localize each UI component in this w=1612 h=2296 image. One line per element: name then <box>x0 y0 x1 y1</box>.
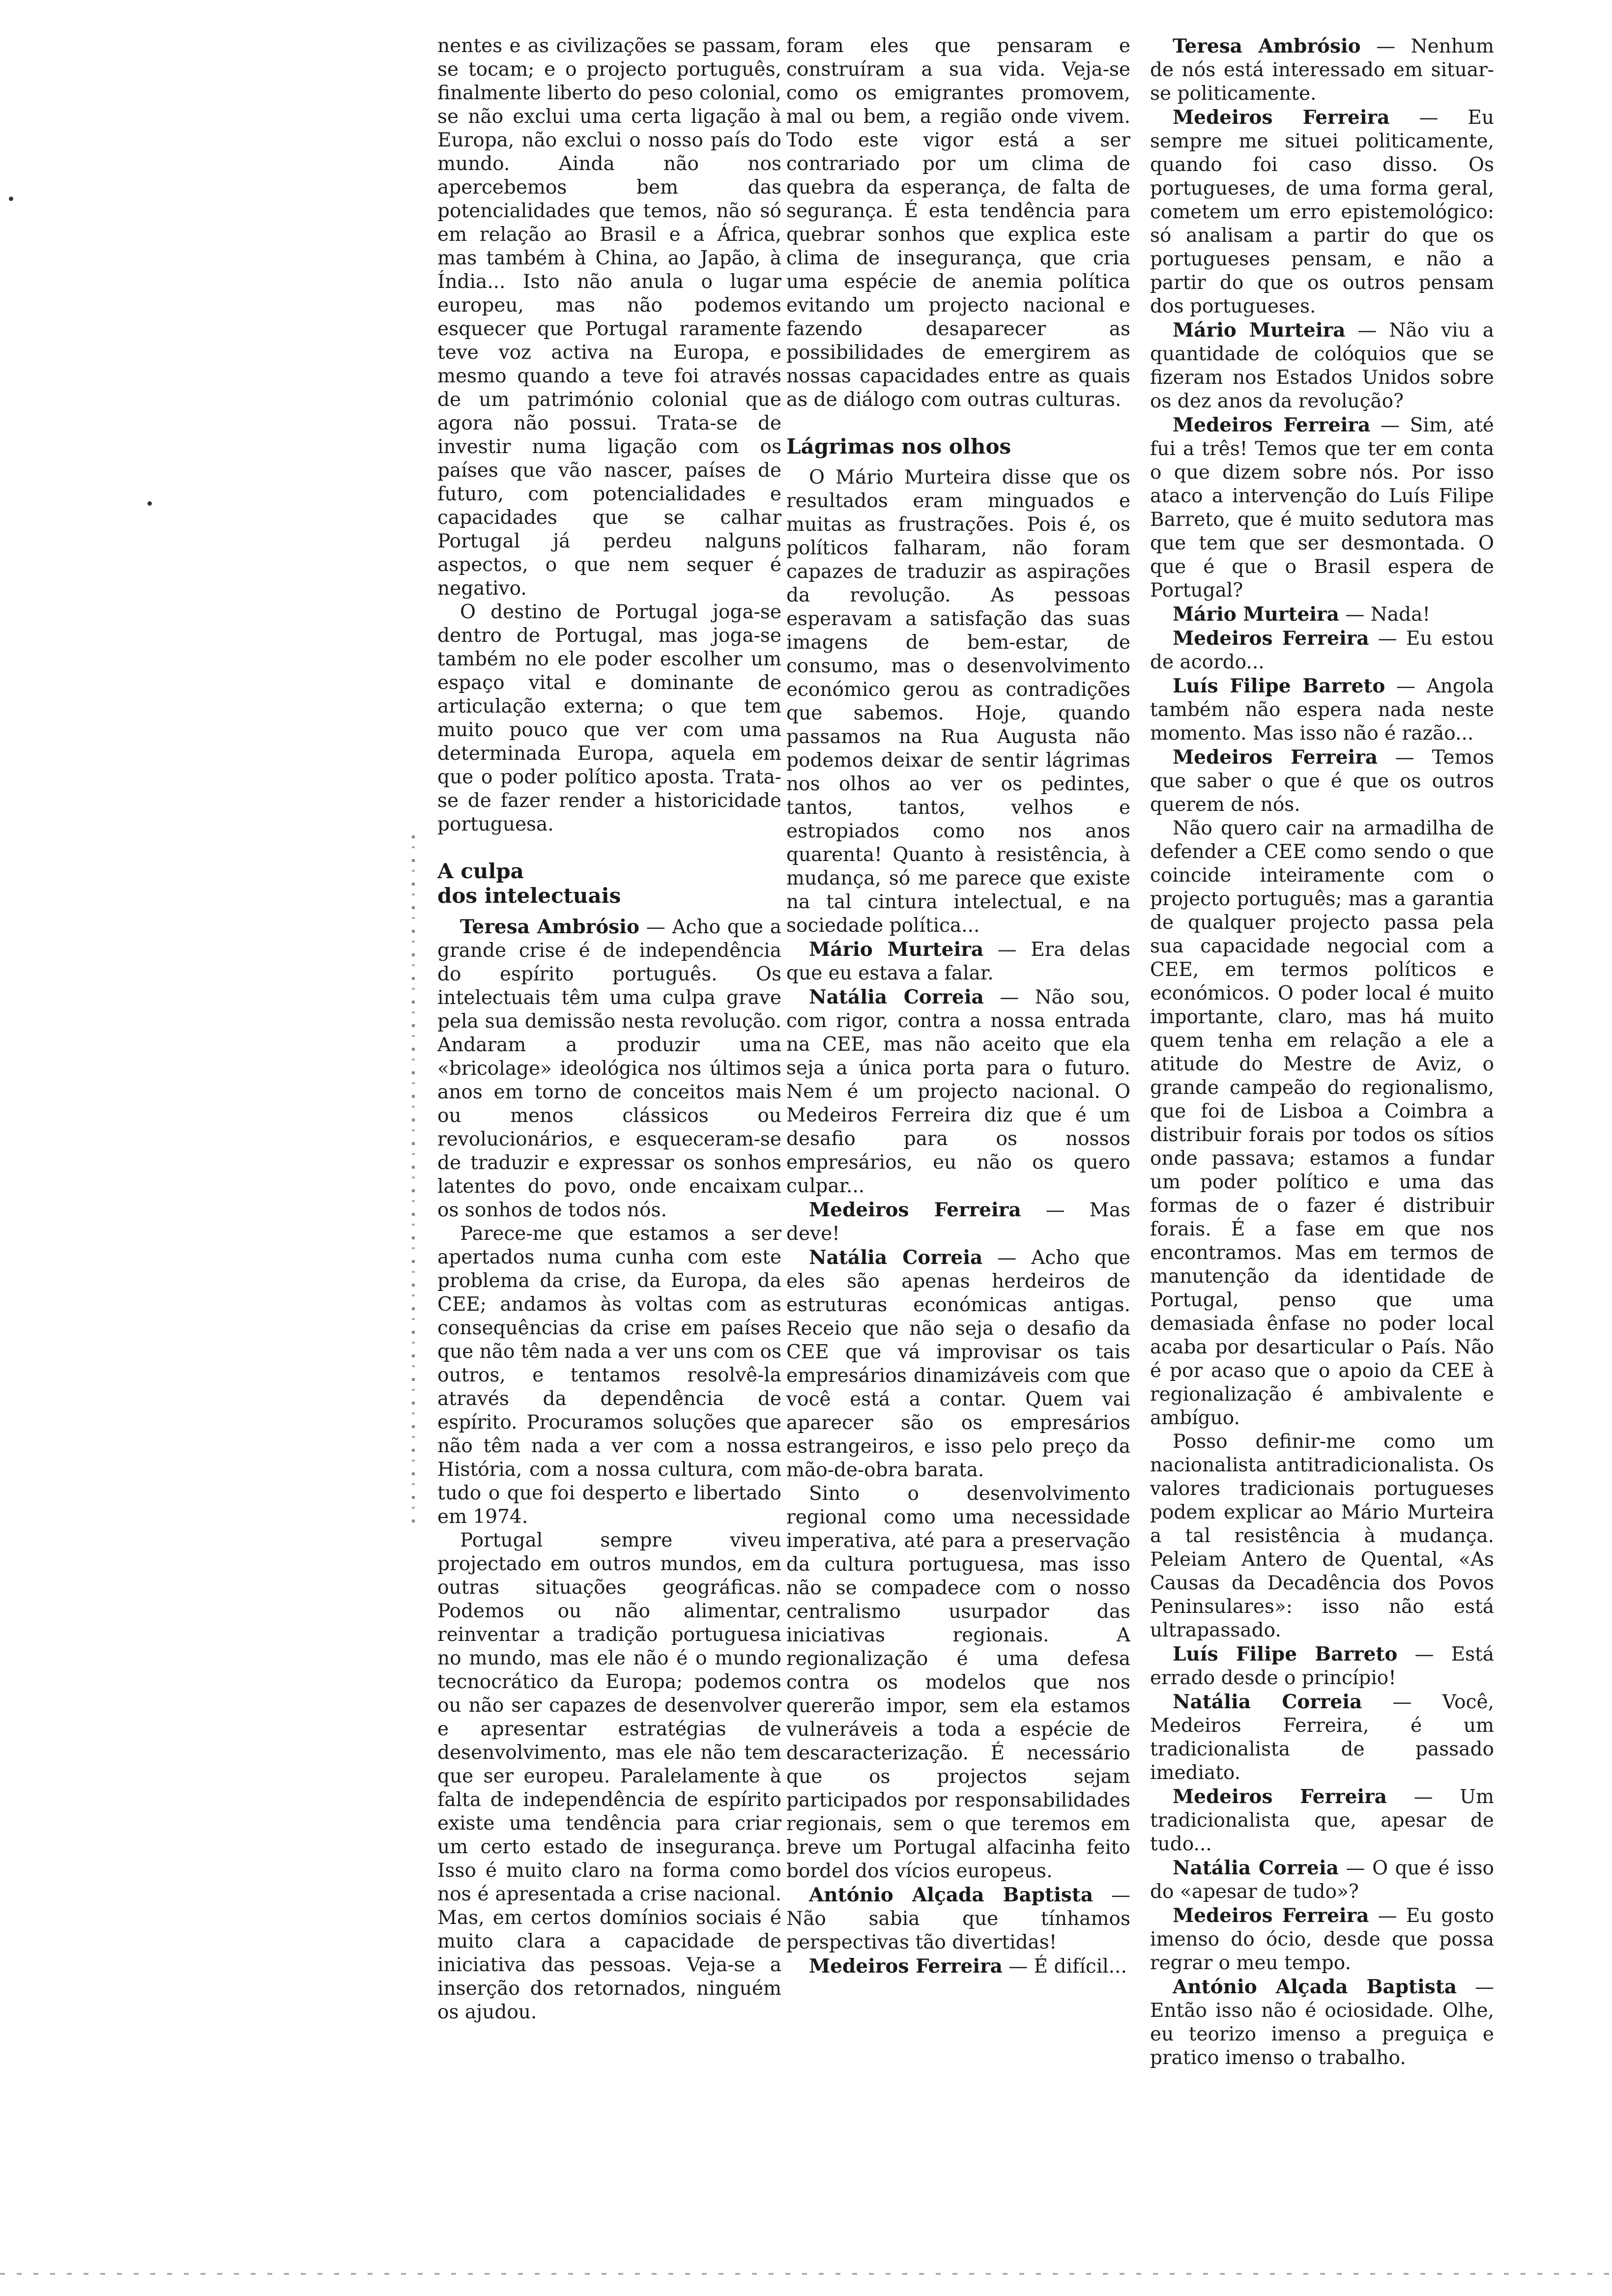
speaker-text: — Não sabia que tínhamos perspectivas tão divertidas! <box>786 1884 1130 1953</box>
paragraph: Posso definir-me como um nacionalista antitradicionalista. Os valores tradicionais portugueses podem explicar ao Mário Murteira a tal resistência à mudança. Peleiam Antero de Quental, «As Causas da Decadência dos Povos Peninsulares»: isso não está ultrapassado. <box>1150 1431 1494 1641</box>
speaker-name: Natália Correia <box>1173 1691 1362 1713</box>
scan-speck <box>147 501 152 506</box>
speaker-text: — Você, Medeiros Ferreira, é um tradicionalista de passado imediato. <box>1150 1691 1494 1784</box>
speaker-paragraph <box>1150 106 1494 318</box>
speaker-paragraph <box>1150 1785 1494 1856</box>
speaker-text: — Acho que a grande crise é de independência do espírito português. Os intelectuais têm uma culpa grave pela sua demissão nesta revolução. Andaram a produzir uma «bricolage» ideológica nos últimos anos em torno de conceitos mais ou menos clássicos ou revolucionários, e esqueceram-se de traduzir e expressar os sonhos latentes do povo, onde encaixam os sonhos de todos nós. <box>437 916 781 1221</box>
speaker-name: Teresa Ambrósio <box>460 916 640 938</box>
paragraph: Portugal sempre viveu projectado em outros mundos, em outras situações geográficas. Podemos ou não alimentar, reinventar a tradição portuguesa no mundo, mas ele não é o mundo tecnocrático da Europa; podemos ou não ser capazes de desenvolver e apresentar estratégias de desenvolvimento, mas ele não tem que ser europeu. Paralelamente à falta de independência de espírito existe uma tendência para criar um certo estado de insegurança. Isso é muito claro na forma como nos é apresentada a crise nacional. Mas, em certos domínios sociais é muito clara a capacidade de iniciativa das pessoas. Veja-se a inserção dos retornados, ninguém os ajudou. <box>437 1529 781 2023</box>
speaker-name: António Alçada Baptista <box>1173 1976 1457 1998</box>
speaker-text: — Nada! <box>1339 603 1430 626</box>
speaker-text: — Angola também não espera nada neste momento. Mas isso não é razão... <box>1150 675 1494 745</box>
speaker-paragraph <box>1150 1856 1494 1904</box>
section-heading-line: dos intelectuais <box>437 884 621 908</box>
speaker-text: — Mas deve! <box>786 1199 1130 1245</box>
article-column-1 <box>437 34 781 2256</box>
speaker-name: António Alçada Baptista <box>809 1884 1094 1906</box>
speaker-paragraph <box>786 1198 1130 1246</box>
section-heading-line: A culpa <box>437 859 524 883</box>
speaker-name: Medeiros Ferreira <box>1173 627 1369 650</box>
speaker-paragraph <box>1150 1904 1494 1975</box>
speaker-paragraph <box>1150 413 1494 603</box>
speaker-text: — Temos que saber o que é que os outros querem de nós. <box>1150 746 1494 816</box>
speaker-text: — É difícil... <box>1002 1955 1127 1978</box>
scan-bottom-artifact <box>0 2273 1612 2275</box>
speaker-paragraph <box>786 985 1130 1198</box>
speaker-name: Natália Correia <box>809 986 984 1008</box>
paragraph: Não quero cair na armadilha de defender a CEE como sendo o que coincide inteiramente com o projecto português; mas a garantia de qualquer projecto passa pela sua capacidade negocial com a CEE, em termos políticos e económicos. O poder local é muito importante, claro, mas há muito quem tenha em relação a ele a atitude do Mestre de Aviz, o grande campeão do regionalismo, que foi de Lisboa a Coimbra a distribuir forais por todos os sítios onde passava; estamos a fundar um poder político e uma das formas de o fazer é distribuir forais. É a fase em que nos encontramos. Mas em termos de manutenção da identidade de Portugal, penso que uma demasiada ênfase no poder local acaba por desarticular o País. Não é por acaso que o apoio da CEE à regionalização é ambivalente e ambíguo. <box>1150 817 1494 1429</box>
speaker-paragraph <box>1150 1690 1494 1785</box>
scan-edge-artifact <box>412 835 415 1523</box>
article-column-2 <box>786 34 1130 2246</box>
speaker-name: Luís Filipe Barreto <box>1173 675 1385 697</box>
paragraph: foram eles que pensaram e construíram a sua vida. Veja-se como os emigrantes promovem, mal ou bem, a região onde vivem. Todo este vigor está a ser contrariado por um clima de quebra da esperança, de falta de segurança. É esta tendência para quebrar sonhos que explica este clima de insegurança, que cria uma espécie de anemia política evitando um projecto nacional e fazendo desaparecer as possibilidades de emergirem as nossas capacidades entre as quais as de diálogo com outras culturas. <box>786 35 1130 411</box>
speaker-paragraph <box>786 1883 1130 1954</box>
article-column-3 <box>1150 34 1494 2256</box>
speaker-text: — Acho que eles são apenas herdeiros de estruturas económicas antigas. Receio que não seja o desafio da CEE que vá improvisar os tais empresários dinamizáveis com que você está a contar. Quem vai aparecer são os empresários estrangeiros, e isso pelo preço da mão-de-obra barata. <box>786 1247 1130 1481</box>
speaker-name: Natália Correia <box>809 1246 983 1269</box>
paragraph: Parece-me que estamos a ser apertados numa cunha com este problema da crise, da Europa, da CEE; andamos às voltas com as consequências da crise em países que não têm nada a ver uns com os outros, e tentamos resolvê-la através da dependência de espírito. Procuramos soluções que não têm nada a ver com a nossa História, com a nossa cultura, com tudo o que foi desperto e libertado em 1974. <box>437 1223 781 1528</box>
speaker-paragraph <box>1150 603 1494 627</box>
speaker-text: — Nenhum de nós está interessado em situar-se politicamente. <box>1150 35 1494 105</box>
speaker-paragraph <box>1150 627 1494 674</box>
section-heading <box>437 859 781 908</box>
speaker-paragraph <box>786 1954 1130 1979</box>
speaker-name: Medeiros Ferreira <box>1173 1785 1387 1808</box>
speaker-paragraph <box>437 915 781 1222</box>
paragraph: O destino de Portugal joga-se dentro de Portugal, mas joga-se também no ele poder escolher um espaço vital e dominante de articulação externa; o que tem muito pouco que ver com uma determinada Europa, aquela em que o poder político aposta. Trata-se de fazer render a historicidade portuguesa. <box>437 601 781 835</box>
speaker-paragraph <box>1150 318 1494 413</box>
speaker-text: — Sim, até fui a três! Temos que ter em conta o que dizem sobre nós. Por isso ataco a intervenção do Luís Filipe Barreto, que é muito sedutora mas que tem que ser desmontada. O que é que o Brasil espera de Portugal? <box>1150 414 1494 602</box>
paragraph: Sinto o desenvolvimento regional como uma necessidade imperativa, até para a preservação da cultura portuguesa, mas isso não se compadece com o nosso centralismo usurpador das iniciativas regionais. A regionalização é uma defesa contra os modelos que nos quererão impor, sem ela estamos vulneráveis a toda a espécie de descaracterização. É necessário que os projectos sejam participados por responsabilidades regionais, sem o que teremos em breve um Portugal alfacinha feito bordel dos vícios europeus. <box>786 1483 1130 1882</box>
speaker-text: — Não sou, com rigor, contra a nossa entrada na CEE, mas não aceito que ela seja a única porta para o futuro. Nem é um projecto nacional. O Medeiros Ferreira diz que é um desafio para os nossos empresários, eu não os quero culpar... <box>786 986 1130 1197</box>
speaker-name: Natália Correia <box>1173 1857 1339 1879</box>
speaker-name: Medeiros Ferreira <box>1173 414 1371 436</box>
speaker-name: Medeiros Ferreira <box>809 1955 1003 1978</box>
speaker-paragraph <box>1150 1642 1494 1690</box>
speaker-name: Mário Murteira <box>809 938 984 961</box>
scan-speck <box>9 197 13 201</box>
speaker-paragraph <box>1150 674 1494 746</box>
speaker-paragraph <box>1150 34 1494 106</box>
speaker-name: Mário Murteira <box>1173 603 1339 626</box>
speaker-paragraph <box>786 1246 1130 1482</box>
speaker-text: — Eu estou de acordo... <box>1150 628 1494 673</box>
speaker-text: — Eu gosto imenso do ócio, desde que possa regrar o meu tempo. <box>1150 1905 1494 1974</box>
speaker-name: Medeiros Ferreira <box>809 1199 1021 1221</box>
speaker-name: Medeiros Ferreira <box>1173 106 1390 129</box>
speaker-name: Teresa Ambrósio <box>1173 35 1361 57</box>
speaker-paragraph <box>1150 1975 1494 2070</box>
paragraph: O Mário Murteira disse que os resultados eram minguados e muitas as frustrações. Pois é, os políticos falharam, não foram capazes de traduzir as aspirações da revolução. As pessoas esperavam a satisfação das suas imagens de bem-estar, de consumo, mas o desenvolvimento económico gerou as contradições que sabemos. Hoje, quando passamos na Rua Augusta não podemos deixar de sentir lágrimas nos olhos ao ver os pedintes, tantos, tantos, velhos e estropiados como nos anos quarenta! Quanto à resistência, à mudança, só me parece que existe na tal cintura intelectual, e na sociedade política... <box>786 466 1130 937</box>
speaker-text: — Era delas que eu estava a falar. <box>786 939 1130 984</box>
paragraph: nentes e as civilizações se passam, se tocam; e o projecto português, finalmente liberto do peso colonial, se não exclui uma certa ligação à Europa, não exclui o nosso país do mundo. Ainda não nos apercebemos bem das potencialidades que temos, não só em relação ao Brasil e a África, mas também à China, ao Japão, à Índia... Isto não anula o lugar europeu, mas não podemos esquecer que Portugal raramente teve voz activa na Europa, e mesmo quando a teve foi através de um património colonial que agora não possui. Trata-se de investir numa ligação com os países que vão nascer, países de futuro, com potencialidades e capacidades que se calhar Portugal já perdeu nalguns aspectos, o que nem sequer é negativo. <box>437 35 781 600</box>
speaker-name: Luís Filipe Barreto <box>1173 1643 1398 1665</box>
speaker-name: Medeiros Ferreira <box>1173 746 1378 769</box>
speaker-text: — Eu sempre me situei politicamente, quando foi caso disso. Os portugueses, de uma forma geral, cometem um erro epistemológico: só analisam a partir do que os portugueses pensam, e não a partir do que os outros pensam dos portugueses. <box>1150 107 1494 317</box>
speaker-text: — Então isso não é ociosidade. Olhe, eu teorizo imenso a preguiça e pratico imenso o trabalho. <box>1150 1976 1494 2069</box>
speaker-text: — Não viu a quantidade de colóquios que se fizeram nos Estados Unidos sobre os dez anos da revolução? <box>1150 319 1494 412</box>
speaker-name: Medeiros Ferreira <box>1173 1904 1369 1927</box>
speaker-text: — Um tradicionalista que, apesar de tudo... <box>1150 1786 1494 1855</box>
speaker-text: — O que é isso do «apesar de tudo»? <box>1150 1857 1494 1903</box>
speaker-paragraph <box>1150 746 1494 817</box>
speaker-name: Mário Murteira <box>1173 319 1346 342</box>
speaker-text: — Está errado desde o princípio! <box>1150 1643 1494 1689</box>
section-heading: Lágrimas nos olhos <box>786 434 1011 459</box>
speaker-paragraph <box>786 938 1130 985</box>
